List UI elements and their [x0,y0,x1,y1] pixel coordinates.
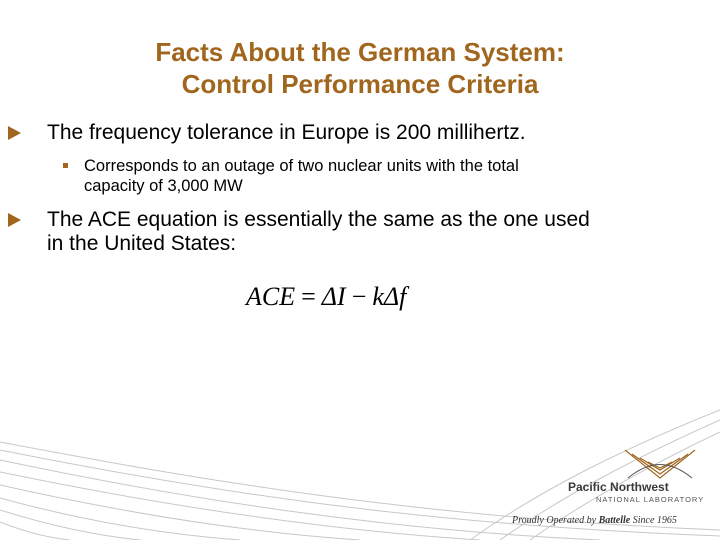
title-line-1: Facts About the German System: [155,37,565,67]
tagline-post: Since 1965 [630,515,677,526]
bullet-arrow-icon [8,213,21,227]
bullet-2-line-1: The ACE equation is essentially the same as the one used [47,208,590,231]
equation-lhs: ACE [246,282,296,311]
pnnl-logo-icon [620,448,700,484]
bullet-arrow-icon [8,126,21,140]
logo-name: Pacific Northwest [568,480,669,494]
equation-term-2: kΔf [372,282,407,311]
sub-bullet-line-2: capacity of 3,000 MW [84,177,243,195]
ace-equation [246,282,406,312]
tagline-brand: Battelle [598,515,631,526]
tagline-pre: Proudly Operated by [512,515,599,526]
bullet-2-line-2: in the United States: [47,232,237,255]
sub-bullet-square-icon [63,163,68,168]
bullet-1-text: The frequency tolerance in Europe is 200 millihertz. [47,121,526,144]
equation-equals: = [301,282,316,311]
logo-subtitle: NATIONAL LABORATORY [596,495,705,504]
equation-minus: − [351,282,367,311]
sub-bullet-line-1: Corresponds to an outage of two nuclear units with the total [84,157,519,175]
equation-term-1: ΔI [321,282,346,311]
slide-title [0,36,720,100]
footer-tagline [512,515,677,526]
title-line-2: Control Performance Criteria [181,69,539,99]
